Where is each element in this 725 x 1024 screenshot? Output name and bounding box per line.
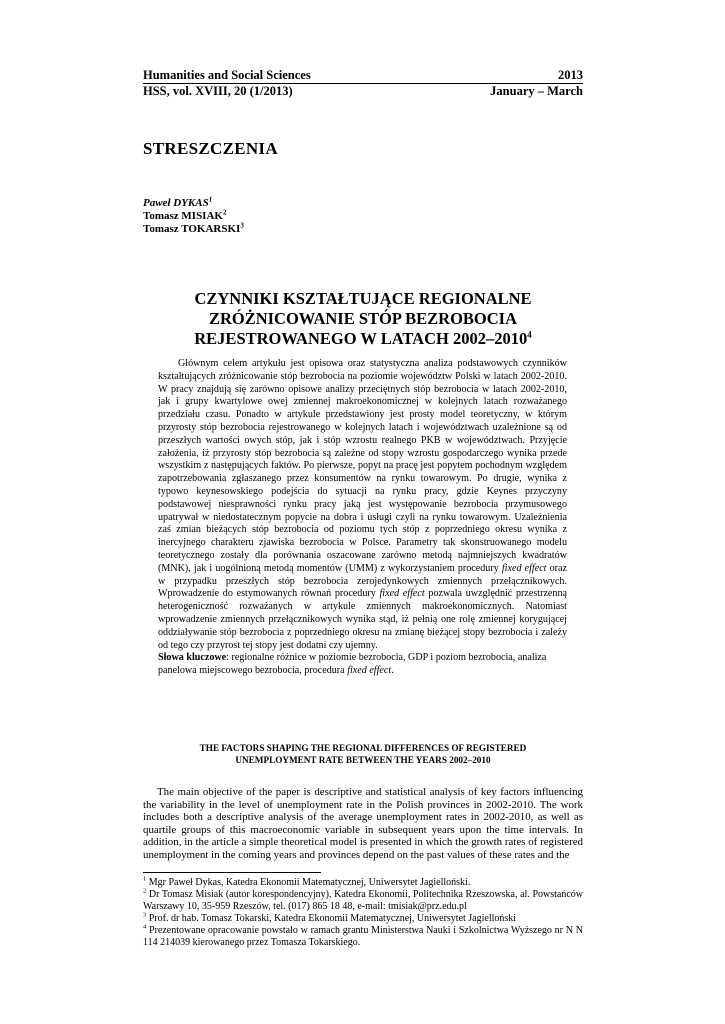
- footnote-ref: 4: [527, 329, 532, 340]
- en-title-line: THE FACTORS SHAPING THE REGIONAL DIFFERENCES OF REGISTERED: [199, 743, 527, 753]
- footnote: $^4$ Prezentowane opracowanie powstało w ramach grantu Ministerstwa Nauki i Szkolnictwa Wyższego nr N N 114 214039 kierowanego przez Tomasza Tokarskiego.: [143, 924, 583, 949]
- section-title: STRESZCZENIA: [143, 139, 278, 158]
- title-line: CZYNNIKI KSZTAŁTUJĄCE REGIONALNE: [194, 289, 532, 308]
- footnote: $^3$ Prof. dr hab. Tomasz Tokarski, Katedra Ekonomii Matematycznej, Uniwersytet Jagielloński: [143, 911, 517, 925]
- footnote-ref: 3: [240, 221, 244, 230]
- journal-period: January – March: [490, 84, 583, 98]
- abstract-body: The main objective of the paper is descriptive and statistical analysis of key factors influencing the variability in the level of unemployment rate in the Polish provinces in 2002-2010. The work includes both a descriptive analysis of the average unemployment rates in 2002-2010, as well as quartile groups of this macroeconomic variable in subsequent years upon the time intervals. In addition, in the article a simple theoretical model is presented in which the growth rates of registered unemployment in the coming years and provinces depend on the past values of these rates and the: [143, 786, 583, 861]
- abstract-body: Głównym celem artykułu jest opisowa oraz statystyczna analiza podstawowych czynników kształtujących zróżnicowanie stóp bezrobocia na poziomie województw Polski w latach 2002-2010. W pracy znajdują się zarówno opisowe analizy przeciętnych stóp bezrobocia w latach 2002-2010, jak i grupy kwartylowe owej zmiennej makroekonomicznej w kolejnych latach rozważanego przedziału czasu. Ponadto w artykule przedstawiony jest prosty model teoretyczny, w którym przyrosty stóp bezrobocia rejestrowanego w kolejnych latach i województwach uzależnione są od przeszłych wartości owych stóp, jak i stóp wzrostu realnego PKB w województwach. Przyjęcie założenia, iż przyrosty stóp bezrobocia są zależne od stopy wzrostu gospodarczego wynika przede wszystkim z następujących faktów. Po pierwsze, popyt na pracę jest popytem pochodnym względem zapotrzebowania zgłaszanego przez konsumentów na rynku towarowym. Po drugie, wynika z typowo keynesowskiego podejścia do sytuacji na rynku pracy, gdzie Keynes przyczyny podstawowej niesprawności rynku pracy jaką jest występowanie bezrobocia przymusowego upatrywał w niedostatecznym popycie na dobra i usługi czyli na rynku towarowym. Uzależnienia zaś zmian bieżących stóp bezrobocia od poziomu tych stóp z poprzedniego okresu wynika z inercyjnego charakteru zjawiska bezrobocia w Polsce. Parametry tak skonstruowanego modelu teoretycznego zostały dla porównania oszacowane zarówno metodą najmniejszych kwadratów (MNK), jak i uogólnioną metodą momentów (UMM) z wykorzystaniem procedury fixed effect oraz w przypadku przeszłych stóp bezrobocia zerojedynkowych zmiennych przełącznikowych. Wprowadzenie do estymowanych równań procedury fixed effect pozwala uwzględnić przestrzenną heterogeniczność rozważanych w artykule zmiennych makroekonomicznych. Natomiast wprowadzenie zmiennych przełącznikowych wynika stąd, iż pełnią one rolę zmiennej korygującej oddziaływanie stóp bezrobocia z poprzedniego okresu na zmianę bieżącej stopy bezrobocia i zależy od tego czy przyrost tej stopy jest dodatni czy ujemny.: [158, 358, 567, 651]
- running-header-top: [143, 68, 583, 84]
- author-name: Paweł DYKAS: [143, 197, 209, 209]
- running-header-bottom: [143, 84, 583, 99]
- footnote-ref: 1: [208, 195, 213, 204]
- journal-volume: HSS, vol. XVIII, 20 (1/2013): [143, 84, 293, 98]
- footnote-ref: 2: [222, 208, 227, 217]
- en-title-line: UNEMPLOYMENT RATE BETWEEN THE YEARS 2002–2010: [235, 755, 491, 765]
- keywords-label: Słowa kluczowe: [158, 652, 227, 664]
- author-list: [143, 197, 583, 236]
- abstract-polish: [158, 358, 567, 678]
- page-header-block: [143, 68, 583, 349]
- english-title: [143, 742, 583, 766]
- footnote-divider: [143, 872, 321, 873]
- footnote: $^1$ Mgr Paweł Dykas, Katedra Ekonomii Matematycznej, Uniwersytet Jagielloński.: [143, 875, 471, 888]
- footnotes: [143, 877, 583, 950]
- abstract-english: [143, 786, 583, 861]
- article-title: [143, 289, 583, 349]
- author-2: [143, 210, 583, 223]
- title-line: REJESTROWANEGO W LATACH 2002–2010$^4$: [194, 329, 532, 348]
- journal-year: 2013: [558, 68, 583, 82]
- author-name: Tomasz TOKARSKI: [143, 223, 241, 235]
- author-1: [143, 197, 583, 210]
- footnote: $^2$ Dr Tomasz Misiak (autor korespondencyjny), Katedra Ekonomii, Politechnika Rzeszowska, al. Powstańców Warszawy 10, 35-959 Rzeszów, tel. (017) 865 18 48, e-mail: tmisiak@prz.edu.pl: [143, 887, 583, 913]
- keywords: Słowa kluczowe: regionalne różnice w poziomie bezrobocia, GDP i poziom bezrobocia, analiza panelowa miejscowego bezrobocia, procedura fixed effect.: [158, 652, 547, 677]
- title-line: ZRÓŻNICOWANIE STÓP BEZROBOCIA: [208, 309, 518, 328]
- journal-name: Humanities and Social Sciences: [143, 68, 311, 82]
- author-3: [143, 223, 583, 236]
- author-name: Tomasz MISIAK: [143, 210, 223, 222]
